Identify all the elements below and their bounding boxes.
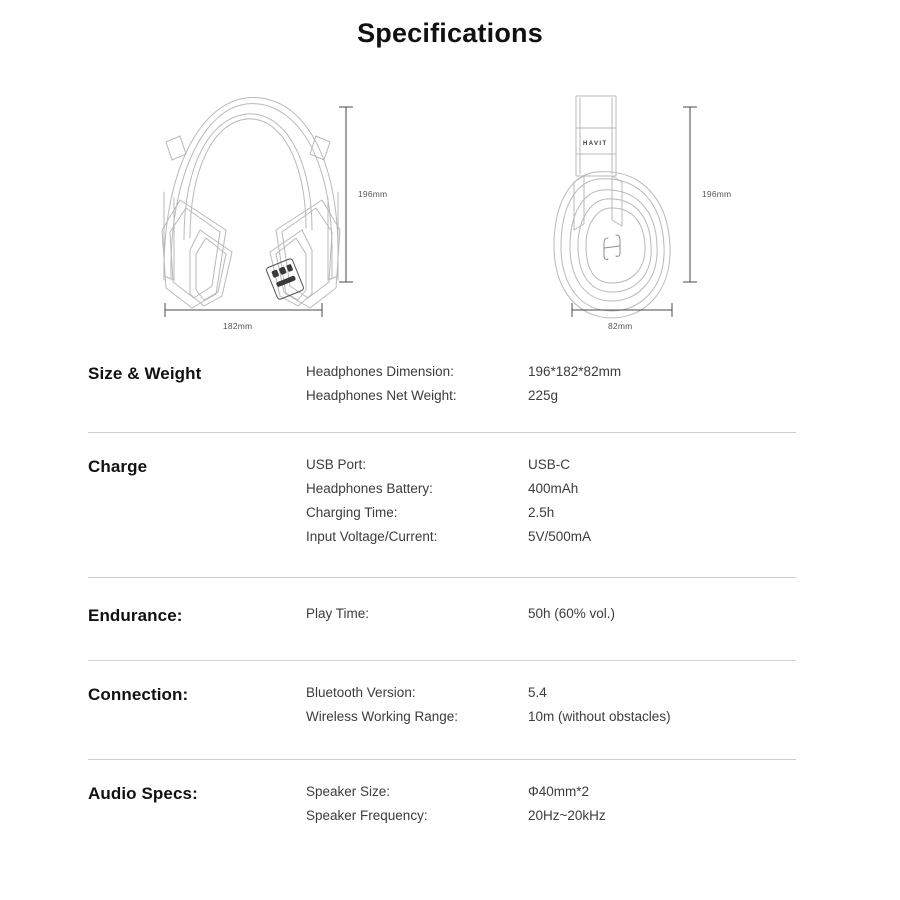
row-label: Headphones Dimension: xyxy=(306,364,454,379)
spec-section-endurance xyxy=(88,578,796,660)
spec-section-size-weight xyxy=(88,348,796,432)
section-heading: Endurance: xyxy=(88,606,183,625)
front-width-label: 182mm xyxy=(223,321,253,331)
section-rows xyxy=(306,606,796,630)
headphones-side-outline xyxy=(554,96,670,318)
side-height-dimension xyxy=(683,107,731,282)
section-rows xyxy=(306,364,796,412)
section-rows xyxy=(306,457,796,553)
table-row xyxy=(306,808,796,832)
row-value: Φ40mm*2 xyxy=(528,784,590,799)
product-diagram-area xyxy=(0,70,900,335)
row-label: USB Port: xyxy=(306,457,367,472)
row-value: 50h (60% vol.) xyxy=(528,606,616,621)
control-panel-icon xyxy=(266,258,305,300)
side-height-label: 196mm xyxy=(702,189,732,199)
front-height-label: 196mm xyxy=(358,189,388,199)
table-row xyxy=(306,709,796,733)
page-title: Specifications xyxy=(357,18,543,48)
table-row xyxy=(306,505,796,529)
brand-label: HAVIT xyxy=(583,141,608,147)
section-heading: Audio Specs: xyxy=(88,784,198,803)
specifications-table xyxy=(88,348,796,852)
row-value: USB-C xyxy=(528,457,571,472)
headphones-front-outline xyxy=(162,98,340,308)
row-label: Wireless Working Range: xyxy=(306,709,459,724)
section-heading: Connection: xyxy=(88,685,189,704)
table-row xyxy=(306,481,796,505)
row-value: 2.5h xyxy=(528,505,555,520)
headphones-side-view-diagram xyxy=(540,80,770,335)
table-row xyxy=(306,784,796,808)
row-label: Speaker Size: xyxy=(306,784,391,799)
row-label: Input Voltage/Current: xyxy=(306,529,438,544)
front-width-dimension xyxy=(165,303,322,331)
table-row xyxy=(306,685,796,709)
row-value: 400mAh xyxy=(528,481,579,496)
table-row xyxy=(306,606,796,630)
spec-section-charge xyxy=(88,433,796,577)
headphones-front-view-diagram xyxy=(140,80,400,335)
row-label: Bluetooth Version: xyxy=(306,685,416,700)
table-row xyxy=(306,529,796,553)
section-rows xyxy=(306,784,796,832)
table-row xyxy=(306,457,796,481)
spec-section-connection xyxy=(88,661,796,759)
row-label: Headphones Net Weight: xyxy=(306,388,457,403)
section-rows xyxy=(306,685,796,733)
row-value: 5.4 xyxy=(528,685,547,700)
row-value: 196*182*82mm xyxy=(528,364,622,379)
front-height-dimension xyxy=(339,107,387,282)
row-label: Charging Time: xyxy=(306,505,398,520)
spec-section-audio xyxy=(88,760,796,852)
row-value: 20Hz~20kHz xyxy=(528,808,606,823)
row-label: Headphones Battery: xyxy=(306,481,433,496)
havit-h-logo-icon xyxy=(604,235,620,259)
section-heading: Charge xyxy=(88,457,148,476)
row-value: 10m (without obstacles) xyxy=(528,709,671,724)
side-width-label: 82mm xyxy=(608,321,633,331)
table-row xyxy=(306,388,796,412)
row-label: Play Time: xyxy=(306,606,370,621)
row-value: 5V/500mA xyxy=(528,529,592,544)
table-row xyxy=(306,364,796,388)
row-value: 225g xyxy=(528,388,559,403)
row-label: Speaker Frequency: xyxy=(306,808,428,823)
section-heading: Size & Weight xyxy=(88,364,202,383)
